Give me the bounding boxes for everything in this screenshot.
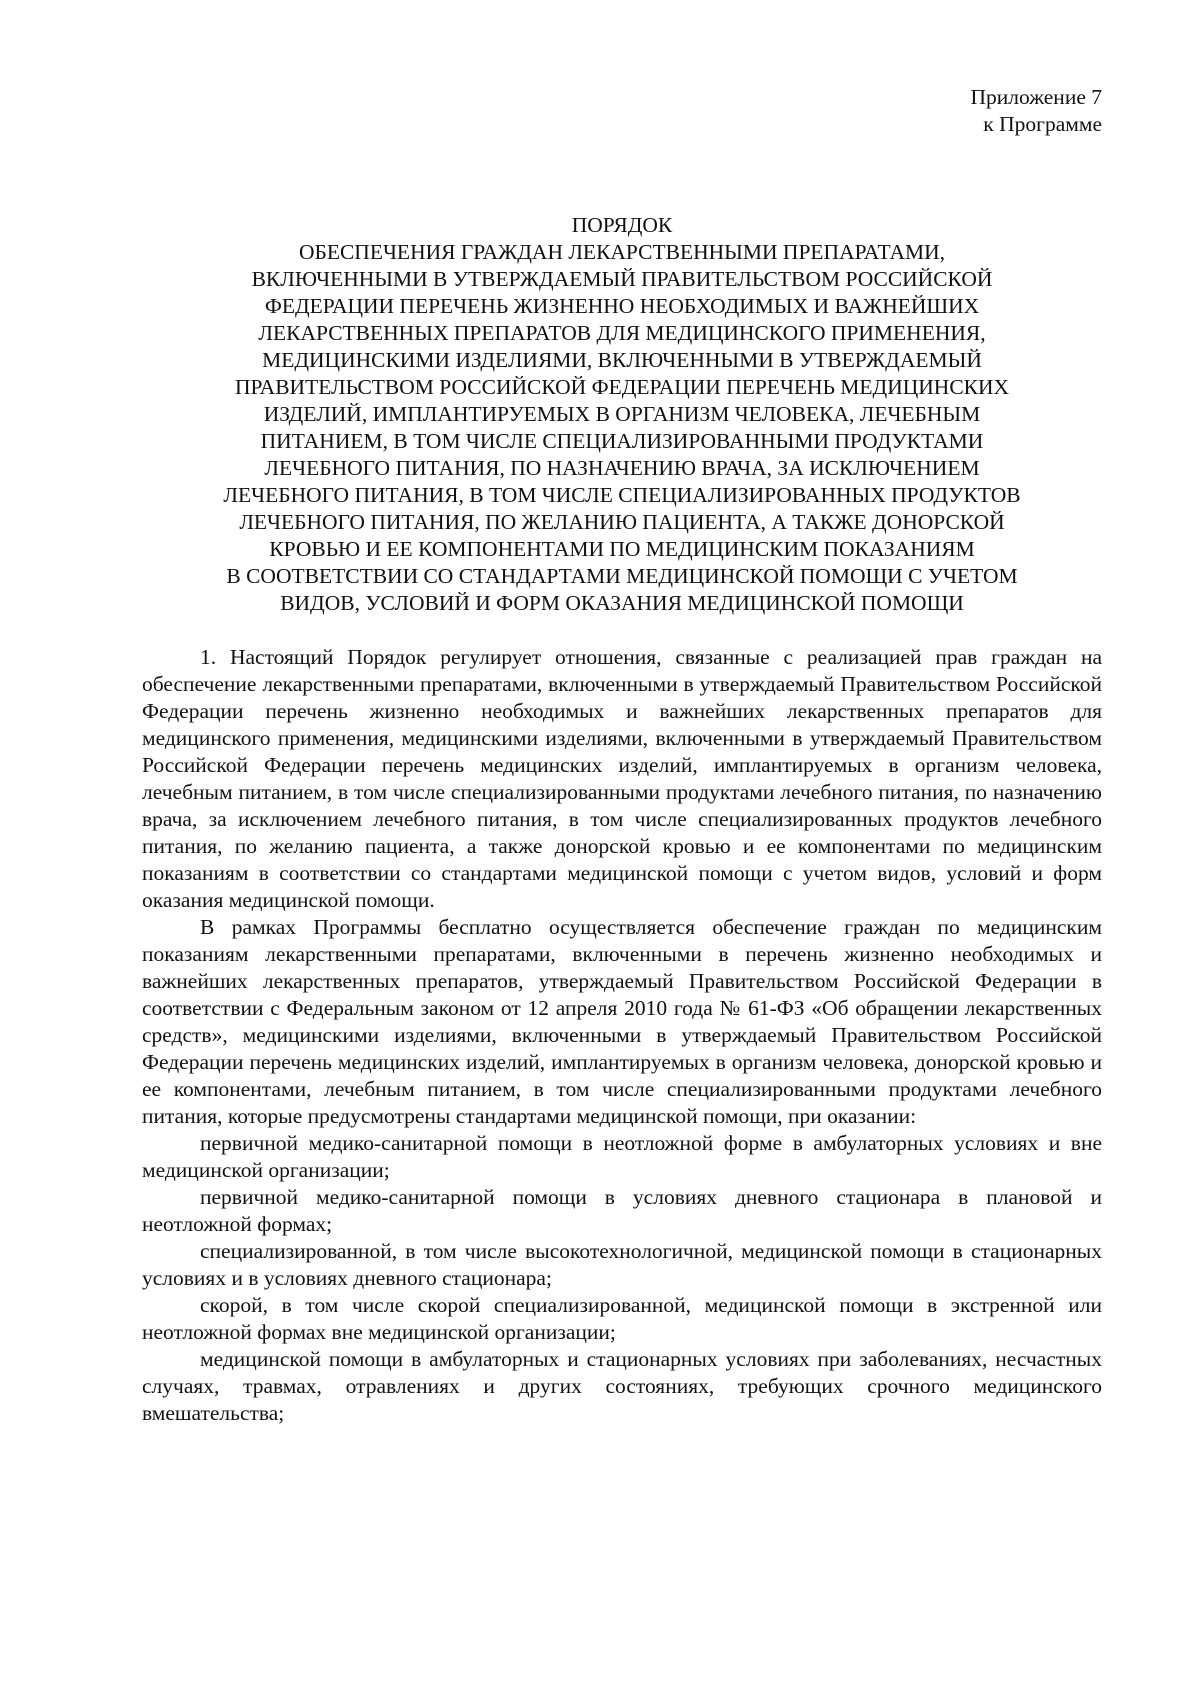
title-line: ЛЕКАРСТВЕННЫХ ПРЕПАРАТОВ ДЛЯ МЕДИЦИНСКОГО ПРИМЕНЕНИЯ, <box>258 321 986 345</box>
appendix-program: к Программе <box>983 112 1102 136</box>
list-item-urgent-intervention: медицинской помощи в амбулаторных и стационарных условиях при заболеваниях, несчастных случаях, травмах, отравлениях и других состояниях, требующих срочного медицинского вмешательства; <box>142 1347 1102 1425</box>
document-body <box>142 644 1102 1427</box>
title-line: ЛЕЧЕБНОГО ПИТАНИЯ, В ТОМ ЧИСЛЕ СПЕЦИАЛИЗИРОВАННЫХ ПРОДУКТОВ <box>223 483 1021 507</box>
list-item-primary-urgent: первичной медико-санитарной помощи в неотложной форме в амбулаторных условиях и вне медицинской организации; <box>142 1131 1102 1182</box>
title-line: МЕДИЦИНСКИМИ ИЗДЕЛИЯМИ, ВКЛЮЧЕННЫМИ В УТВЕРЖДАЕМЫЙ <box>262 348 982 372</box>
appendix-reference <box>142 84 1102 138</box>
list-item-primary-day-hospital: первичной медико-санитарной помощи в условиях дневного стационара в плановой и неотложной формах; <box>142 1185 1102 1236</box>
title-line: ЛЕЧЕБНОГО ПИТАНИЯ, ПО НАЗНАЧЕНИЮ ВРАЧА, ЗА ИСКЛЮЧЕНИЕМ <box>264 456 980 480</box>
title-line: ВИДОВ, УСЛОВИЙ И ФОРМ ОКАЗАНИЯ МЕДИЦИНСКОЙ ПОМОЩИ <box>280 591 964 615</box>
paragraph-scope: 1. Настоящий Порядок регулирует отношения, связанные с реализацией прав граждан на обеспечение лекарственными препаратами, включенными в утверждаемый Правительством Российской Федерации перечень жизненно необходимых и важнейших лекарственных препаратов для медицинского применения, медицинскими изделиями, включенными в утверждаемый Правительством Российской Федерации перечень медицинских изделий, имплантируемых в организм человека, лечебным питанием, в том числе специализированными продуктами лечебного питания, по назначению врача, за исключением лечебного питания, в том числе специализированных продуктов лечебного питания, по желанию пациента, а также донорской кровью и ее компонентами по медицинским показаниям в соответствии со стандартами медицинской помощи с учетом видов, условий и форм оказания медицинской помощи. <box>142 645 1102 912</box>
title-line: В СООТВЕТСТВИИ СО СТАНДАРТАМИ МЕДИЦИНСКОЙ ПОМОЩИ С УЧЕТОМ <box>226 564 1018 588</box>
document-page <box>142 84 1102 1427</box>
title-line: ПИТАНИЕМ, В ТОМ ЧИСЛЕ СПЕЦИАЛИЗИРОВАННЫМИ ПРОДУКТАМИ <box>260 429 984 453</box>
list-item-emergency: скорой, в том числе скорой специализированной, медицинской помощи в экстренной или неотложной формах вне медицинской организации; <box>142 1293 1102 1344</box>
appendix-number: Приложение 7 <box>970 85 1102 109</box>
title-line: ПОРЯДОК <box>571 213 673 237</box>
title-line: ИЗДЕЛИЙ, ИМПЛАНТИРУЕМЫХ В ОРГАНИЗМ ЧЕЛОВЕКА, ЛЕЧЕБНЫМ <box>263 402 981 426</box>
list-item-specialized: специализированной, в том числе высокотехнологичной, медицинской помощи в стационарных условиях и в условиях дневного стационара; <box>142 1239 1102 1290</box>
title-line: ПРАВИТЕЛЬСТВОМ РОССИЙСКОЙ ФЕДЕРАЦИИ ПЕРЕЧЕНЬ МЕДИЦИНСКИХ <box>234 375 1010 399</box>
title-line: ФЕДЕРАЦИИ ПЕРЕЧЕНЬ ЖИЗНЕННО НЕОБХОДИМЫХ И ВАЖНЕЙШИХ <box>264 294 980 318</box>
title-line: ВКЛЮЧЕННЫМИ В УТВЕРЖДАЕМЫЙ ПРАВИТЕЛЬСТВОМ РОССИЙСКОЙ <box>251 267 993 291</box>
title-line: КРОВЬЮ И ЕЕ КОМПОНЕНТАМИ ПО МЕДИЦИНСКИМ ПОКАЗАНИЯМ <box>269 537 975 561</box>
paragraph-free-provision: В рамках Программы бесплатно осуществляется обеспечение граждан по медицинским показаниям лекарственными препаратами, включенными в перечень жизненно необходимых и важнейших лекарственных препаратов, утверждаемый Правительством Российской Федерации в соответствии с Федеральным законом от 12 апреля 2010 года № 61-ФЗ «Об обращении лекарственных средств», медицинскими изделиями, включенными в утверждаемый Правительством Российской Федерации перечень медицинских изделий, имплантируемых в организм человека, донорской кровью и ее компонентами, лечебным питанием, в том числе специализированными продуктами лечебного питания, которые предусмотрены стандартами медицинской помощи, при оказании: <box>142 915 1102 1128</box>
document-title <box>142 212 1102 617</box>
title-line: ЛЕЧЕБНОГО ПИТАНИЯ, ПО ЖЕЛАНИЮ ПАЦИЕНТА, А ТАКЖЕ ДОНОРСКОЙ <box>239 510 1005 534</box>
title-line: ОБЕСПЕЧЕНИЯ ГРАЖДАН ЛЕКАРСТВЕННЫМИ ПРЕПАРАТАМИ, <box>298 240 946 264</box>
